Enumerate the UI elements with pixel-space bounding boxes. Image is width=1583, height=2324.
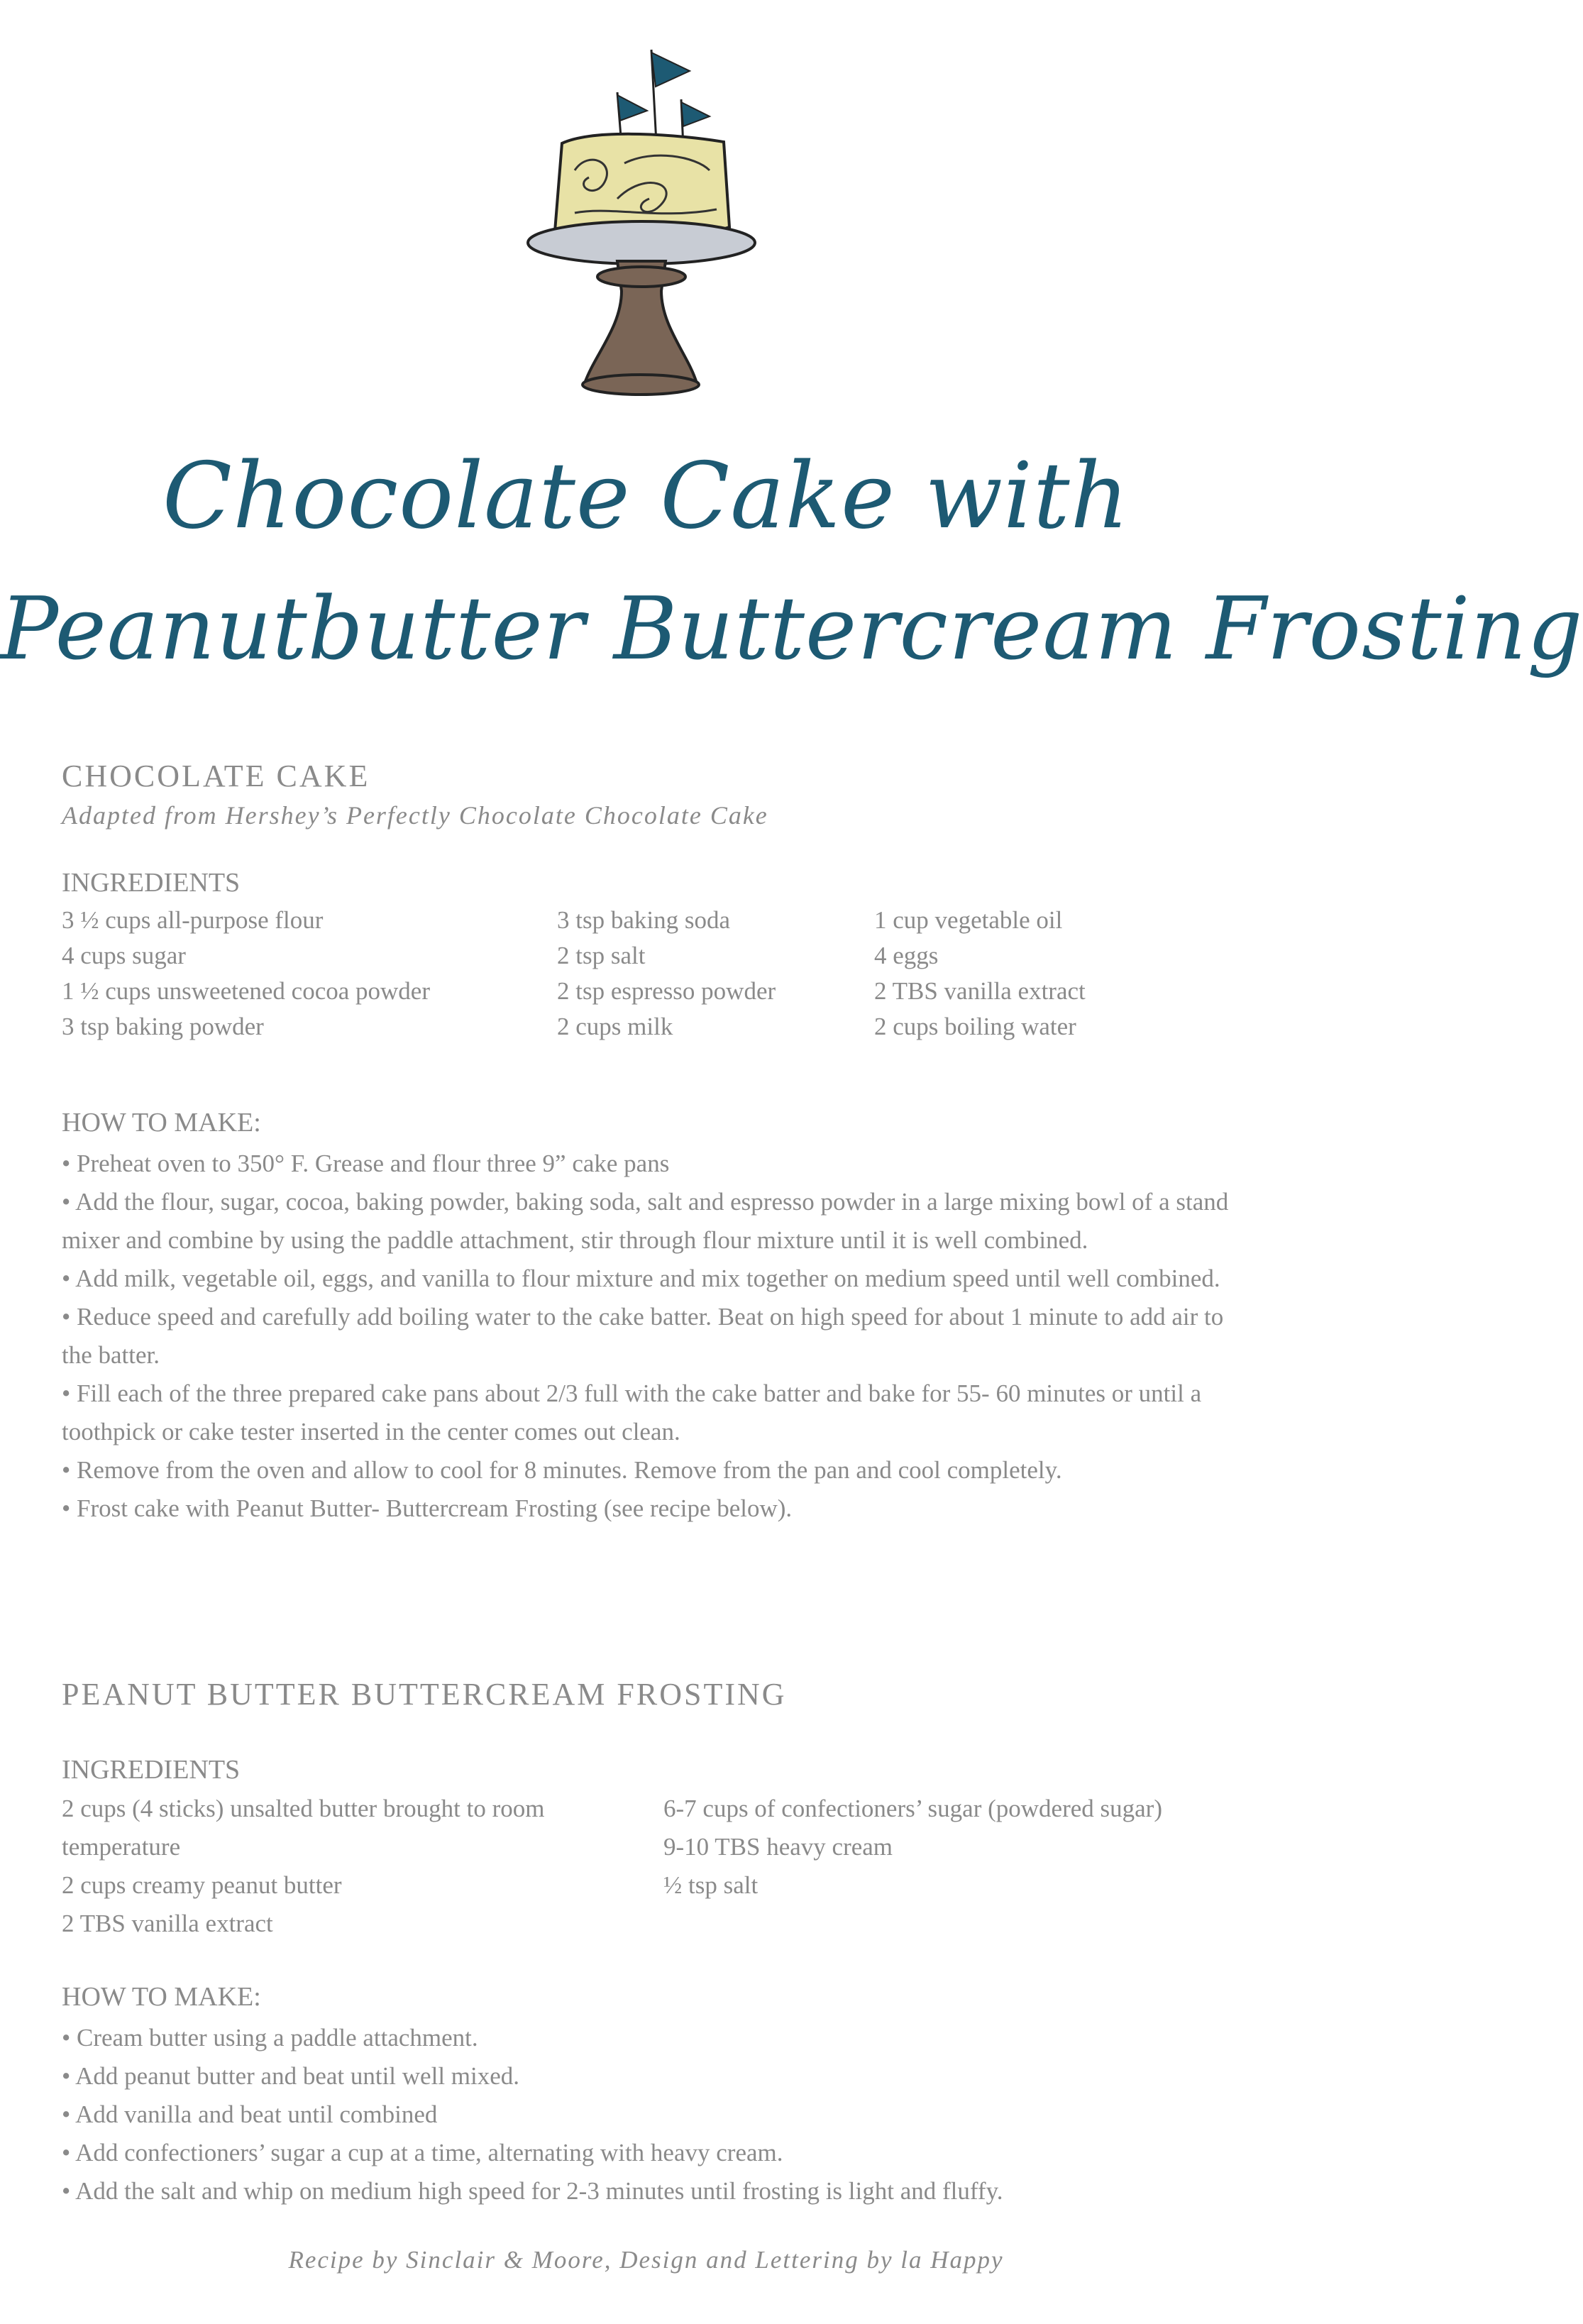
step-item: • Add milk, vegetable oil, eggs, and vanilla to flour mixture and mix together on medium speed until well combined. bbox=[62, 1265, 1220, 1292]
ingredient-item: 3 tsp baking powder bbox=[62, 1013, 264, 1040]
step-item: • Add the flour, sugar, cocoa, baking powder, baking soda, salt and espresso powder in a large mixing bowl of a stand mixer and combine by using the paddle attachment, stir through flour mixture until it is well combined. bbox=[62, 1188, 1229, 1254]
ingredient-item: 3 tsp baking soda bbox=[557, 906, 731, 934]
cake-illustration bbox=[511, 43, 766, 412]
frosting-section-title: PEANUT BUTTER BUTTERCREAM FROSTING bbox=[62, 1677, 787, 1712]
ingredient-item: 4 eggs bbox=[874, 942, 939, 969]
step-item: • Add peanut butter and beat until well mixed. bbox=[62, 2062, 520, 2090]
step-item: • Remove from the oven and allow to cool for 8 minutes. Remove from the pan and cool completely. bbox=[62, 1456, 1062, 1484]
step-item: • Add confectioners’ sugar a cup at a time, alternating with heavy cream. bbox=[62, 2139, 783, 2166]
ingredient-item: ½ tsp salt bbox=[663, 1871, 759, 1899]
step-item: • Add the salt and whip on medium high speed for 2-3 minutes until frosting is light and fluffy. bbox=[62, 2177, 1003, 2205]
ingredient-item: 1 cup vegetable oil bbox=[874, 906, 1063, 934]
cake-ingredients-column-3 bbox=[874, 903, 1086, 1045]
ingredient-item: 2 cups creamy peanut butter bbox=[62, 1871, 342, 1899]
ingredient-item: 2 tsp espresso powder bbox=[557, 977, 776, 1005]
step-item: • Cream butter using a paddle attachment. bbox=[62, 2024, 478, 2052]
ingredient-item: 1 ½ cups unsweetened cocoa powder bbox=[62, 977, 430, 1005]
cake-ingredients-column-1 bbox=[62, 903, 430, 1045]
credit-footer: Recipe by Sinclair & Moore, Design and Lettering by la Happy bbox=[288, 2246, 1004, 2274]
step-item: • Fill each of the three prepared cake pans about 2/3 full with the cake batter and bake for 55- 60 minutes or until a toothpick or cake tester inserted in the center comes out clean. bbox=[62, 1379, 1202, 1445]
recipe-title-line-1: Chocolate Cake with bbox=[162, 444, 1130, 549]
ingredient-item: 2 tsp salt bbox=[557, 942, 646, 969]
step-item: • Add vanilla and beat until combined bbox=[62, 2100, 438, 2128]
ingredient-item: 6-7 cups of confectioners’ sugar (powdered sugar) bbox=[663, 1795, 1162, 1822]
ingredient-item: 3 ½ cups all-purpose flour bbox=[62, 906, 324, 934]
cake-source-subtitle: Adapted from Hershey’s Perfectly Chocolate Chocolate Cake bbox=[62, 801, 768, 830]
step-item: • Preheat oven to 350° F. Grease and flour three 9” cake pans bbox=[62, 1150, 670, 1177]
cake-section-title: CHOCOLATE CAKE bbox=[62, 759, 370, 793]
frosting-ingredients-label: INGREDIENTS bbox=[62, 1755, 241, 1785]
ingredient-item: 2 cups (4 sticks) unsalted butter brought to room temperature bbox=[62, 1795, 545, 1861]
frosting-ingredients-column-1 bbox=[62, 1790, 629, 1943]
cake-howto-label: HOW TO MAKE: bbox=[62, 1108, 261, 1138]
frosting-steps-list bbox=[62, 2019, 1240, 2210]
ingredient-item: 9-10 TBS heavy cream bbox=[663, 1833, 893, 1861]
recipe-title-line-2: Peanutbutter Buttercream Frosting bbox=[0, 578, 1583, 679]
step-item: • Frost cake with Peanut Butter- Buttercream Frosting (see recipe below). bbox=[62, 1494, 793, 1522]
cake-steps-list bbox=[62, 1145, 1240, 1528]
frosting-ingredients-column-2 bbox=[663, 1790, 1245, 1905]
cake-ingredients-column-2 bbox=[557, 903, 776, 1045]
cake-ingredients-label: INGREDIENTS bbox=[62, 868, 241, 898]
step-item: • Reduce speed and carefully add boiling water to the cake batter. Beat on high speed for about 1 minute to add air to the batter. bbox=[62, 1303, 1224, 1369]
ingredient-item: 2 cups milk bbox=[557, 1013, 673, 1040]
ingredient-item: 4 cups sugar bbox=[62, 942, 186, 969]
ingredient-item: 2 TBS vanilla extract bbox=[874, 977, 1086, 1005]
ingredient-item: 2 TBS vanilla extract bbox=[62, 1910, 273, 1937]
ingredient-item: 2 cups boiling water bbox=[874, 1013, 1076, 1040]
frosting-howto-label: HOW TO MAKE: bbox=[62, 1982, 261, 2012]
